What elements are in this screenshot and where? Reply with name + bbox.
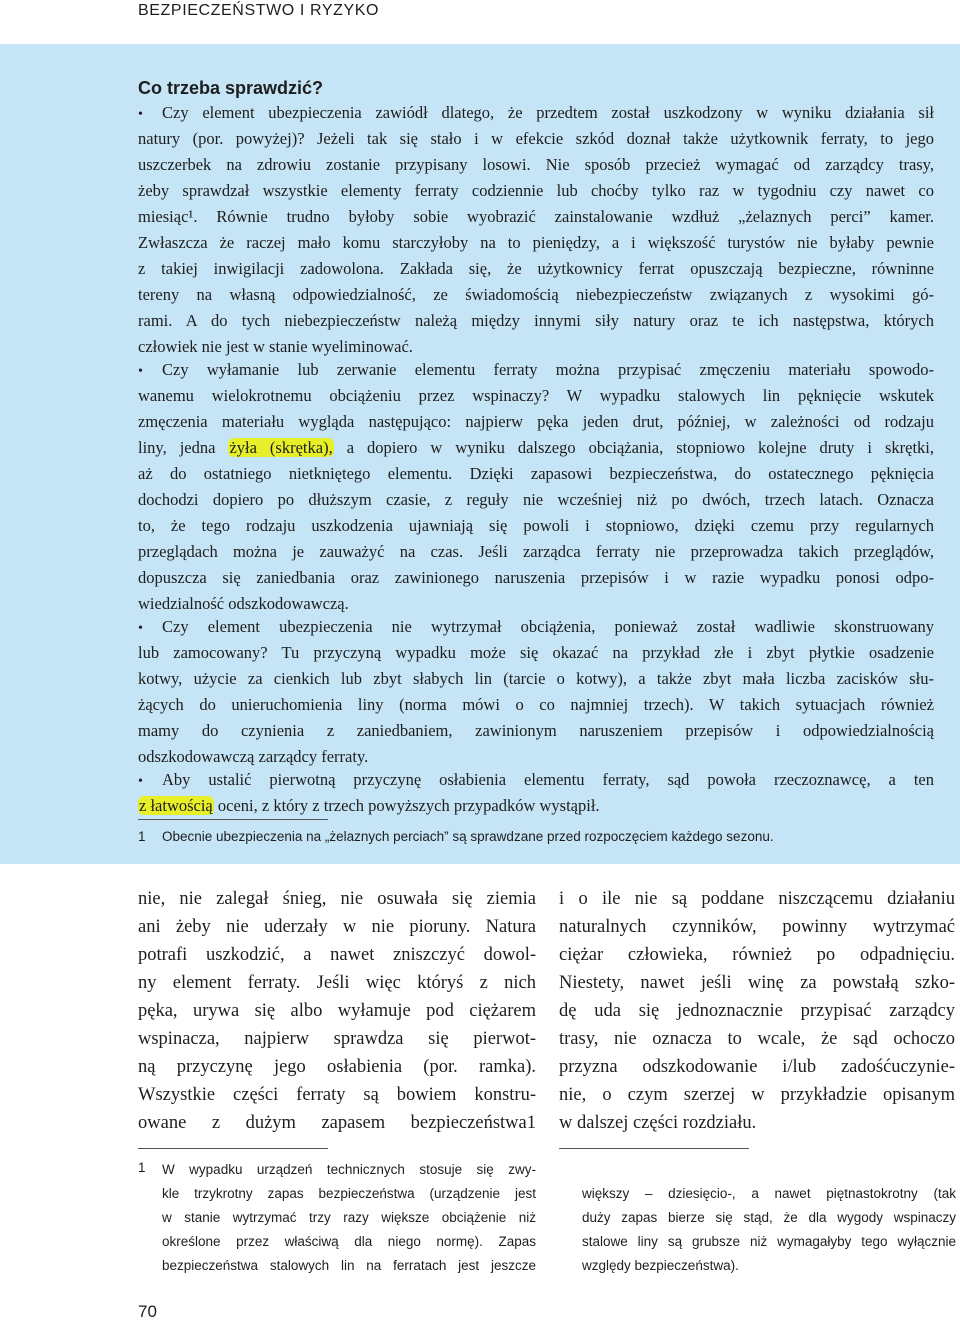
footnote-number: 1 [138, 1160, 146, 1175]
highlighted-text: żyła (skrętka), [229, 438, 333, 457]
body-line-right: trasy, nie oznacza to wcale, że sąd ochoczo [559, 1029, 955, 1049]
box-line: przeglądach można je zauważyć na czas. Jeśli zarządca ferraty nie przeprowadza takich przeglądów, [138, 542, 934, 561]
bullet: • [138, 364, 143, 379]
box-line: dochodzi dopiero po dłuższym czasie, z reguły nie wcześniej niż po dwóch, trzech latach. Oznacza [138, 490, 934, 509]
box-line: zmęczenia materiału wygląda następująco: najpierw pęka jeden drut, później, w zależności od rodzaju [138, 412, 934, 431]
box-line: liny, jedna żyła (skrętka), a dopiero w wyniku dalszego obciążania, stopniowo kolejne druty i skrętki, [138, 438, 934, 457]
bullet: • [138, 621, 143, 636]
body-line-right: przyzna odszkodowanie i/lub zadośćuczynie- [559, 1057, 955, 1077]
body-line-left: potrafi uszkodzić, a nawet zniszczyć dowol- [138, 945, 536, 965]
box-line: rami. A do tych niebezpieczeństw należą między innymi siły natury oraz te ich następstwa, których [138, 311, 934, 330]
body-line-right: w dalszej części rozdziału. [559, 1113, 757, 1133]
box-line: człowiek nie jest w stanie wyeliminować. [138, 337, 413, 356]
body-line-left: wspinacza, najpierw sprawdza się pierwot- [138, 1029, 536, 1049]
box-line: miesiąc¹. Równie trudno byłoby sobie wyobrazić zainstalowanie wzdłuż „żelaznych perci” kamer. [138, 207, 934, 226]
running-header: BEZPIECZEŃSTWO I RYZYKO [138, 2, 380, 19]
box-line: aż do ostatniego nietkniętego elementu. Dzięki zapasowi bezpieczeństwa, do ostatecznego pęknięcia [138, 464, 934, 483]
box-line: żących do unieruchomienia liny (norma mówi o co najmniej trzech). W takich sytuacjach również [138, 695, 934, 714]
body-line-right: dę uda się jednoznacznie przypisać zarządcy [559, 1001, 955, 1021]
body-line-left: pęka, urywa się albo wyłamuje pod ciężarem [138, 1001, 536, 1021]
box-footnote-rule [138, 819, 328, 820]
footnote-number: 1 [138, 829, 146, 844]
box-line: • Aby ustalić pierwotną przyczynę osłabienia elementu ferraty, sąd powoła rzeczoznawcę, a ten [138, 767, 934, 793]
body-line-right: i o ile nie są poddane niszczącemu działaniu [559, 889, 955, 909]
footnote-line-right: względy bezpieczeństwa). [582, 1258, 739, 1273]
body-line-right: Niestety, nawet jeśli winę za powstałą szko- [559, 973, 955, 993]
footnote-line-left: W wypadku urządzeń technicznych stosuje się zwy- [162, 1162, 536, 1177]
bullet: • [138, 774, 143, 789]
body-line-left: ny element ferraty. Jeśli więc któryś z nich [138, 973, 536, 993]
box-line: tereny na własną odpowiedzialność, ze świadomością niebezpieczeństw związanych z wysokimi gó- [138, 285, 934, 304]
box-line: dopuszcza się zaniedbania oraz zawinionego naruszenia przepisów i w razie wypadku ponosi odpo- [138, 568, 934, 587]
box-line: wiedzialność odszkodowawczą. [138, 594, 349, 613]
footnote-text: Obecnie ubezpieczenia na „żelaznych perciach” są sprawdzane przed rozpoczęciem każdego sezonu. [162, 829, 774, 844]
box-line: mamy do czynienia z zaniedbaniem, zawinionym naruszeniem przepisów i odpowiedzialnością [138, 721, 934, 740]
footnote-line-left: w stanie wytrzymać trzy razy większe obciążenie niż [162, 1210, 536, 1225]
box-line: lub zamocowany? Tu przyczyną wypadku może się okazać na przykład złe i zbyt płytkie osadzenie [138, 643, 934, 662]
footnote-line-left: bezpieczeństwa stalowych lin na ferratach jest jeszcze [162, 1258, 536, 1273]
box-footnote [138, 827, 774, 847]
box-line: Zwłaszcza że raczej mało komu starczyłoby na to pieniędzy, a i większość turystów nie byłaby pewnie [138, 233, 934, 252]
highlighted-text: z łatwością [139, 796, 213, 815]
page-number: 70 [138, 1302, 157, 1321]
footnote-rule-right [559, 1148, 749, 1149]
body-line-right: naturalnych czynników, powinny wytrzymać [559, 917, 955, 937]
body-line-left: ani żeby nie uderzały w nie pioruny. Natura [138, 917, 536, 937]
body-line-left: nie, nie zalegał śnieg, nie osuwała się ziemia [138, 889, 536, 909]
bullet: • [138, 107, 143, 122]
box-line: to, że tego rodzaju uszkodzenia ujawniają się powoli i stopniowo, dzięki czemu przy regularnych [138, 516, 934, 535]
footnote-line-right: stalowe liny są grubsze niż wymagałyby tego wyłącznie [582, 1234, 956, 1249]
box-line: z łatwością oceni, z który z trzech powyższych przypadków wystąpił. [139, 796, 600, 815]
box-line: kotwy, użycie za cienkich lub zbyt słabych lin (tarcie o kotwy), a także zbyt mała liczba zacisków słu- [138, 669, 934, 688]
box-line: natury (por. powyżej)? Jeżeli tak się stało i w efekcie szkód doznał także użytkownik ferraty, to jego [138, 129, 934, 148]
body-line-left: ną przyczynę jego osłabienia (por. ramka). [138, 1057, 536, 1077]
box-line: z takiej inwigilacji zadowolona. Zakłada się, że użytkownicy ferrat opuszczają bezpieczne, równinne [138, 259, 934, 278]
box-line: odszkodowawczą zarządcy ferraty. [138, 747, 369, 766]
footnote-rule-left [138, 1148, 328, 1149]
box-line: uszczerbek na zdrowiu zostanie przypisany losowi. Nie sposób przecież wymagać od zarządcy trasy, [138, 155, 934, 174]
box-line: żeby sprawdzał wszystkie elementy ferraty codziennie lub choćby tylko raz w tygodniu czy nawet co [138, 181, 934, 200]
body-line-right: nie, o czym szerzej w przykładzie opisanym [559, 1085, 955, 1105]
footnote-line-right: duży zapas bierze się stąd, że dla wygody wspinaczy [582, 1210, 956, 1225]
footnote-line-left: kle trzykrotny zapas bezpieczeństwa (urządzenie jest [162, 1186, 536, 1201]
footnote-line-left: określone przez właściwą dla niego normę). Zapas [162, 1234, 536, 1249]
box-line: • Czy element ubezpieczenia zawiódł dlatego, że przedtem został uszkodzony w wyniku działania sił [138, 100, 934, 126]
box-line: • Czy wyłamanie lub zerwanie elementu ferraty można przypisać zmęczeniu materiału spowodo- [138, 357, 934, 383]
body-line-left: Wszystkie części ferraty są bowiem konstru- [138, 1085, 536, 1105]
box-line: wanemu wielokrotnemu obciążeniu przez wspinaczy? W wypadku stalowych lin pęknięcie wskutek [138, 386, 934, 405]
box-line: • Czy element ubezpieczenia nie wytrzymał obciążenia, ponieważ został wadliwie skonstruowany [138, 614, 934, 640]
body-line-left: owane z dużym zapasem bezpieczeństwa1 [138, 1113, 536, 1133]
body-line-right: ciężar człowieka, również po odpadnięciu. [559, 945, 955, 965]
box-title: Co trzeba sprawdzić? [138, 78, 324, 98]
footnote-line-right: większy – dziesięcio-, a nawet piętnastokrotny (tak [582, 1186, 956, 1201]
